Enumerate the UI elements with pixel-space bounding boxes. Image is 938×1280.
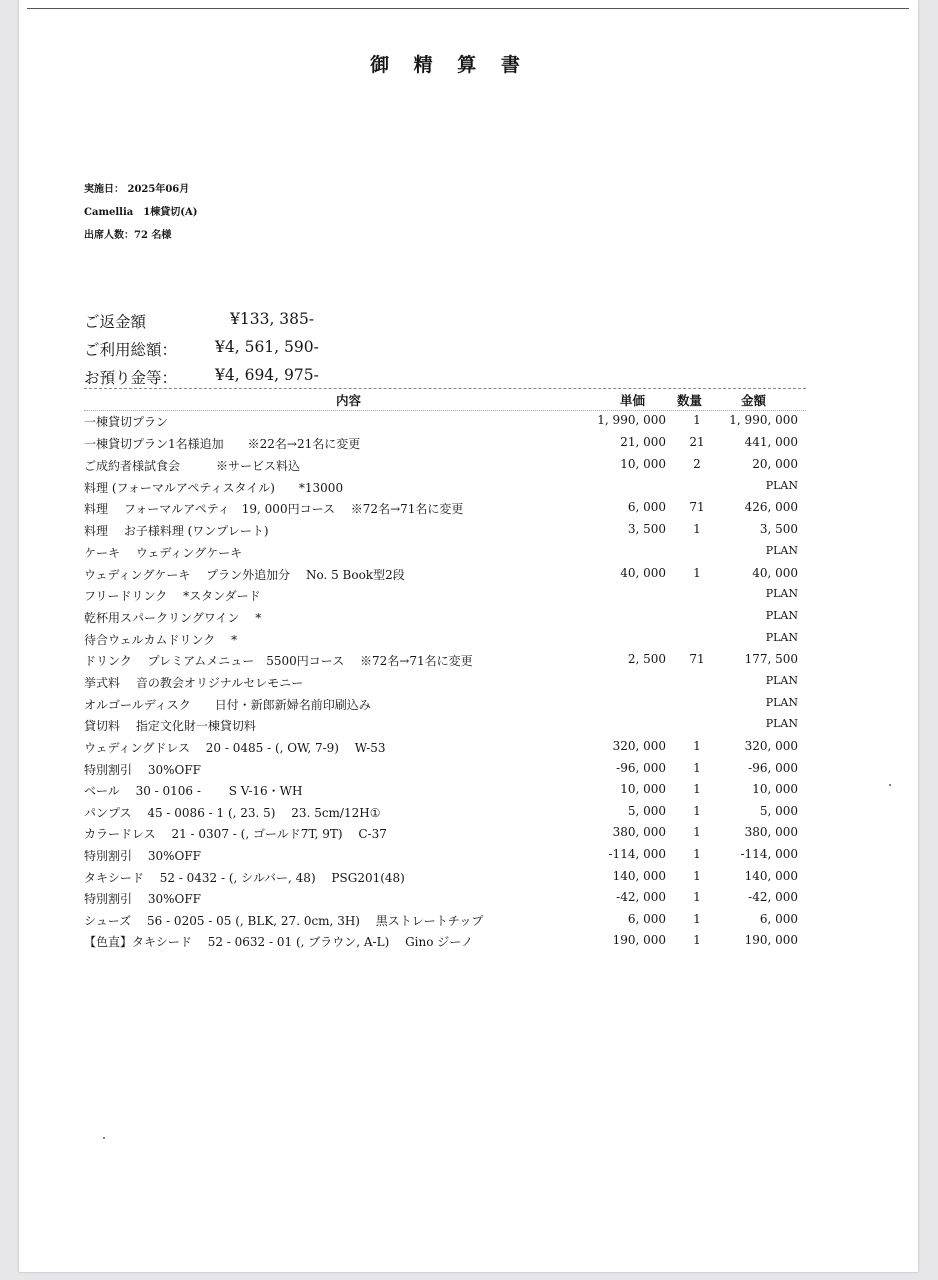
item-description: ドリンク プレミアムメニュー 5500円コース ※72名→71名に変更 xyxy=(84,654,473,668)
header-unit-price: 単価 xyxy=(620,393,646,408)
item-unit-price: 320, 000 xyxy=(612,739,666,753)
item-quantity: 1 xyxy=(693,912,701,926)
item-amount: -114, 000 xyxy=(740,847,798,861)
item-description: オルゴールディスク 日付・新郎新婦名前印刷込み xyxy=(84,698,371,712)
item-description: ウェディングケーキ プラン外追加分 No. 5 Book型2段 xyxy=(84,568,405,582)
table-row xyxy=(84,652,804,673)
item-unit-price: 3, 500 xyxy=(627,522,666,536)
item-quantity: 1 xyxy=(693,413,701,427)
item-description: 料理 フォーマルアペティ 19, 000円コース ※72名→71名に変更 xyxy=(84,502,464,516)
table-row xyxy=(84,566,804,587)
item-amount: 320, 000 xyxy=(744,739,798,753)
table-row xyxy=(84,869,804,890)
item-quantity: 1 xyxy=(693,566,701,580)
header-description: 内容 xyxy=(336,393,362,408)
item-description: タキシード 52 - 0432 - (, シルバー, 48) PSG201(48) xyxy=(84,871,405,885)
guest-count: 出席人数：72 名様 xyxy=(84,230,172,241)
item-description: 挙式料 音の教会オリジナルセレモニー xyxy=(84,676,304,690)
table-row xyxy=(84,847,804,868)
item-unit-price: -114, 000 xyxy=(608,847,666,861)
item-unit-price: 10, 000 xyxy=(620,782,666,796)
table-row xyxy=(84,912,804,933)
item-unit-price: -96, 000 xyxy=(616,761,666,775)
item-amount: 426, 000 xyxy=(744,500,798,514)
item-quantity: 2 xyxy=(693,457,701,471)
item-description: 特別割引 30%OFF xyxy=(84,892,201,906)
refund-amount-value: ¥133, 385- xyxy=(230,310,315,328)
item-amount: PLAN xyxy=(765,479,798,492)
item-description: 【色直】タキシード 52 - 0632 - 01 (, ブラウン, A-L) Gino ジーノ xyxy=(84,935,474,949)
item-amount: PLAN xyxy=(765,717,798,730)
table-row xyxy=(84,890,804,911)
item-amount: PLAN xyxy=(765,587,798,600)
table-row xyxy=(84,933,804,954)
item-description: ご成約者様試食会 ※サービス料込 xyxy=(84,459,301,473)
refund-amount-label: ご返金額 xyxy=(84,313,147,331)
item-description: フリードリンク *スタンダード xyxy=(84,589,261,603)
event-date: 実施日： 2025年06月 xyxy=(84,184,190,195)
item-amount: 177, 500 xyxy=(744,652,798,666)
item-unit-price: 21, 000 xyxy=(620,435,666,449)
table-row xyxy=(84,761,804,782)
header-quantity: 数量 xyxy=(677,393,703,408)
deposit-label: お預り金等： xyxy=(84,369,178,387)
refund-amount-row xyxy=(84,310,315,332)
item-amount: 3, 500 xyxy=(759,522,798,536)
item-quantity: 1 xyxy=(693,782,701,796)
item-amount: PLAN xyxy=(765,696,798,709)
item-quantity: 71 xyxy=(689,652,705,666)
item-description: 特別割引 30%OFF xyxy=(84,849,201,863)
table-row xyxy=(84,674,804,695)
item-amount: 40, 000 xyxy=(752,566,798,580)
item-amount: -42, 000 xyxy=(748,890,798,904)
table-row xyxy=(84,696,804,717)
item-description: 待合ウェルカムドリンク * xyxy=(84,633,238,647)
table-row xyxy=(84,782,804,803)
item-unit-price: 1, 990, 000 xyxy=(597,413,666,427)
item-unit-price: 6, 000 xyxy=(627,500,666,514)
table-row xyxy=(84,609,804,630)
item-amount: 5, 000 xyxy=(759,804,798,818)
table-header-underline xyxy=(84,410,806,411)
item-amount: PLAN xyxy=(765,544,798,557)
table-row xyxy=(84,739,804,760)
item-amount: -96, 000 xyxy=(748,761,798,775)
item-quantity: 1 xyxy=(693,847,701,861)
item-amount: 190, 000 xyxy=(744,933,798,947)
total-usage-value: ¥4, 561, 590- xyxy=(215,338,319,356)
item-quantity: 1 xyxy=(693,869,701,883)
item-unit-price: 380, 000 xyxy=(612,825,666,839)
table-row xyxy=(84,631,804,652)
venue-plan: Camellia 1棟貸切(A) xyxy=(84,207,198,218)
item-description: 一棟貸切プラン xyxy=(84,415,169,429)
table-row xyxy=(84,717,804,738)
item-quantity: 71 xyxy=(689,500,705,514)
item-unit-price: -42, 000 xyxy=(616,890,666,904)
table-header-rule xyxy=(84,388,806,389)
item-quantity: 1 xyxy=(693,804,701,818)
item-quantity: 1 xyxy=(693,739,701,753)
item-amount: PLAN xyxy=(765,631,798,644)
table-row xyxy=(84,825,804,846)
item-description: ケーキ ウェディングケーキ xyxy=(84,546,243,560)
item-description: 一棟貸切プラン1名様追加 ※22名→21名に変更 xyxy=(84,437,361,451)
scan-speck xyxy=(103,1137,105,1139)
scan-speck xyxy=(889,784,891,786)
table-row xyxy=(84,435,804,456)
item-amount: 140, 000 xyxy=(744,869,798,883)
item-unit-price: 40, 000 xyxy=(620,566,666,580)
item-unit-price: 190, 000 xyxy=(612,933,666,947)
item-description: カラードレス 21 - 0307 - (, ゴールド7T, 9T) C-37 xyxy=(84,827,387,841)
table-row xyxy=(84,500,804,521)
table-row xyxy=(84,804,804,825)
item-description: 乾杯用スパークリングワイン * xyxy=(84,611,262,625)
total-usage-row xyxy=(84,338,319,360)
table-row xyxy=(84,522,804,543)
item-quantity: 1 xyxy=(693,522,701,536)
deposit-value: ¥4, 694, 975- xyxy=(215,366,319,384)
item-unit-price: 10, 000 xyxy=(620,457,666,471)
item-description: パンプス 45 - 0086 - 1 (, 23. 5) 23. 5cm/12H① xyxy=(84,806,381,820)
header-amount: 金額 xyxy=(741,393,767,408)
document-title: 御 精 算 書 xyxy=(370,54,529,76)
top-rule xyxy=(27,8,909,9)
total-usage-label: ご利用総額： xyxy=(84,341,178,359)
table-row xyxy=(84,457,804,478)
item-description: シューズ 56 - 0205 - 05 (, BLK, 27. 0cm, 3H) 黒ストレートチップ xyxy=(84,914,484,928)
item-quantity: 1 xyxy=(693,890,701,904)
item-amount: 380, 000 xyxy=(744,825,798,839)
item-description: 特別割引 30%OFF xyxy=(84,763,201,777)
item-amount: 441, 000 xyxy=(744,435,798,449)
item-quantity: 1 xyxy=(693,825,701,839)
item-quantity: 1 xyxy=(693,933,701,947)
item-unit-price: 5, 000 xyxy=(627,804,666,818)
item-description: 料理 お子様料理 (ワンプレート) xyxy=(84,524,269,538)
item-amount: 1, 990, 000 xyxy=(729,413,798,427)
item-unit-price: 6, 000 xyxy=(627,912,666,926)
item-amount: 6, 000 xyxy=(759,912,798,926)
item-amount: 20, 000 xyxy=(752,457,798,471)
item-quantity: 1 xyxy=(693,761,701,775)
item-quantity: 21 xyxy=(689,435,705,449)
item-description: 料理 (フォーマルアペティスタイル) *13000 xyxy=(84,481,344,495)
item-amount: 10, 000 xyxy=(752,782,798,796)
item-description: ウェディングドレス 20 - 0485 - (, OW, 7-9) W-53 xyxy=(84,741,386,755)
item-description: 貸切料 指定文化財一棟貸切料 xyxy=(84,719,256,733)
item-amount: PLAN xyxy=(765,674,798,687)
table-row xyxy=(84,587,804,608)
item-description: ベール 30 - 0106 - S V-16・WH xyxy=(84,784,303,798)
item-unit-price: 2, 500 xyxy=(627,652,666,666)
table-row xyxy=(84,479,804,500)
item-amount: PLAN xyxy=(765,609,798,622)
deposit-row xyxy=(84,366,319,388)
table-row xyxy=(84,544,804,565)
item-unit-price: 140, 000 xyxy=(612,869,666,883)
table-row xyxy=(84,413,804,434)
